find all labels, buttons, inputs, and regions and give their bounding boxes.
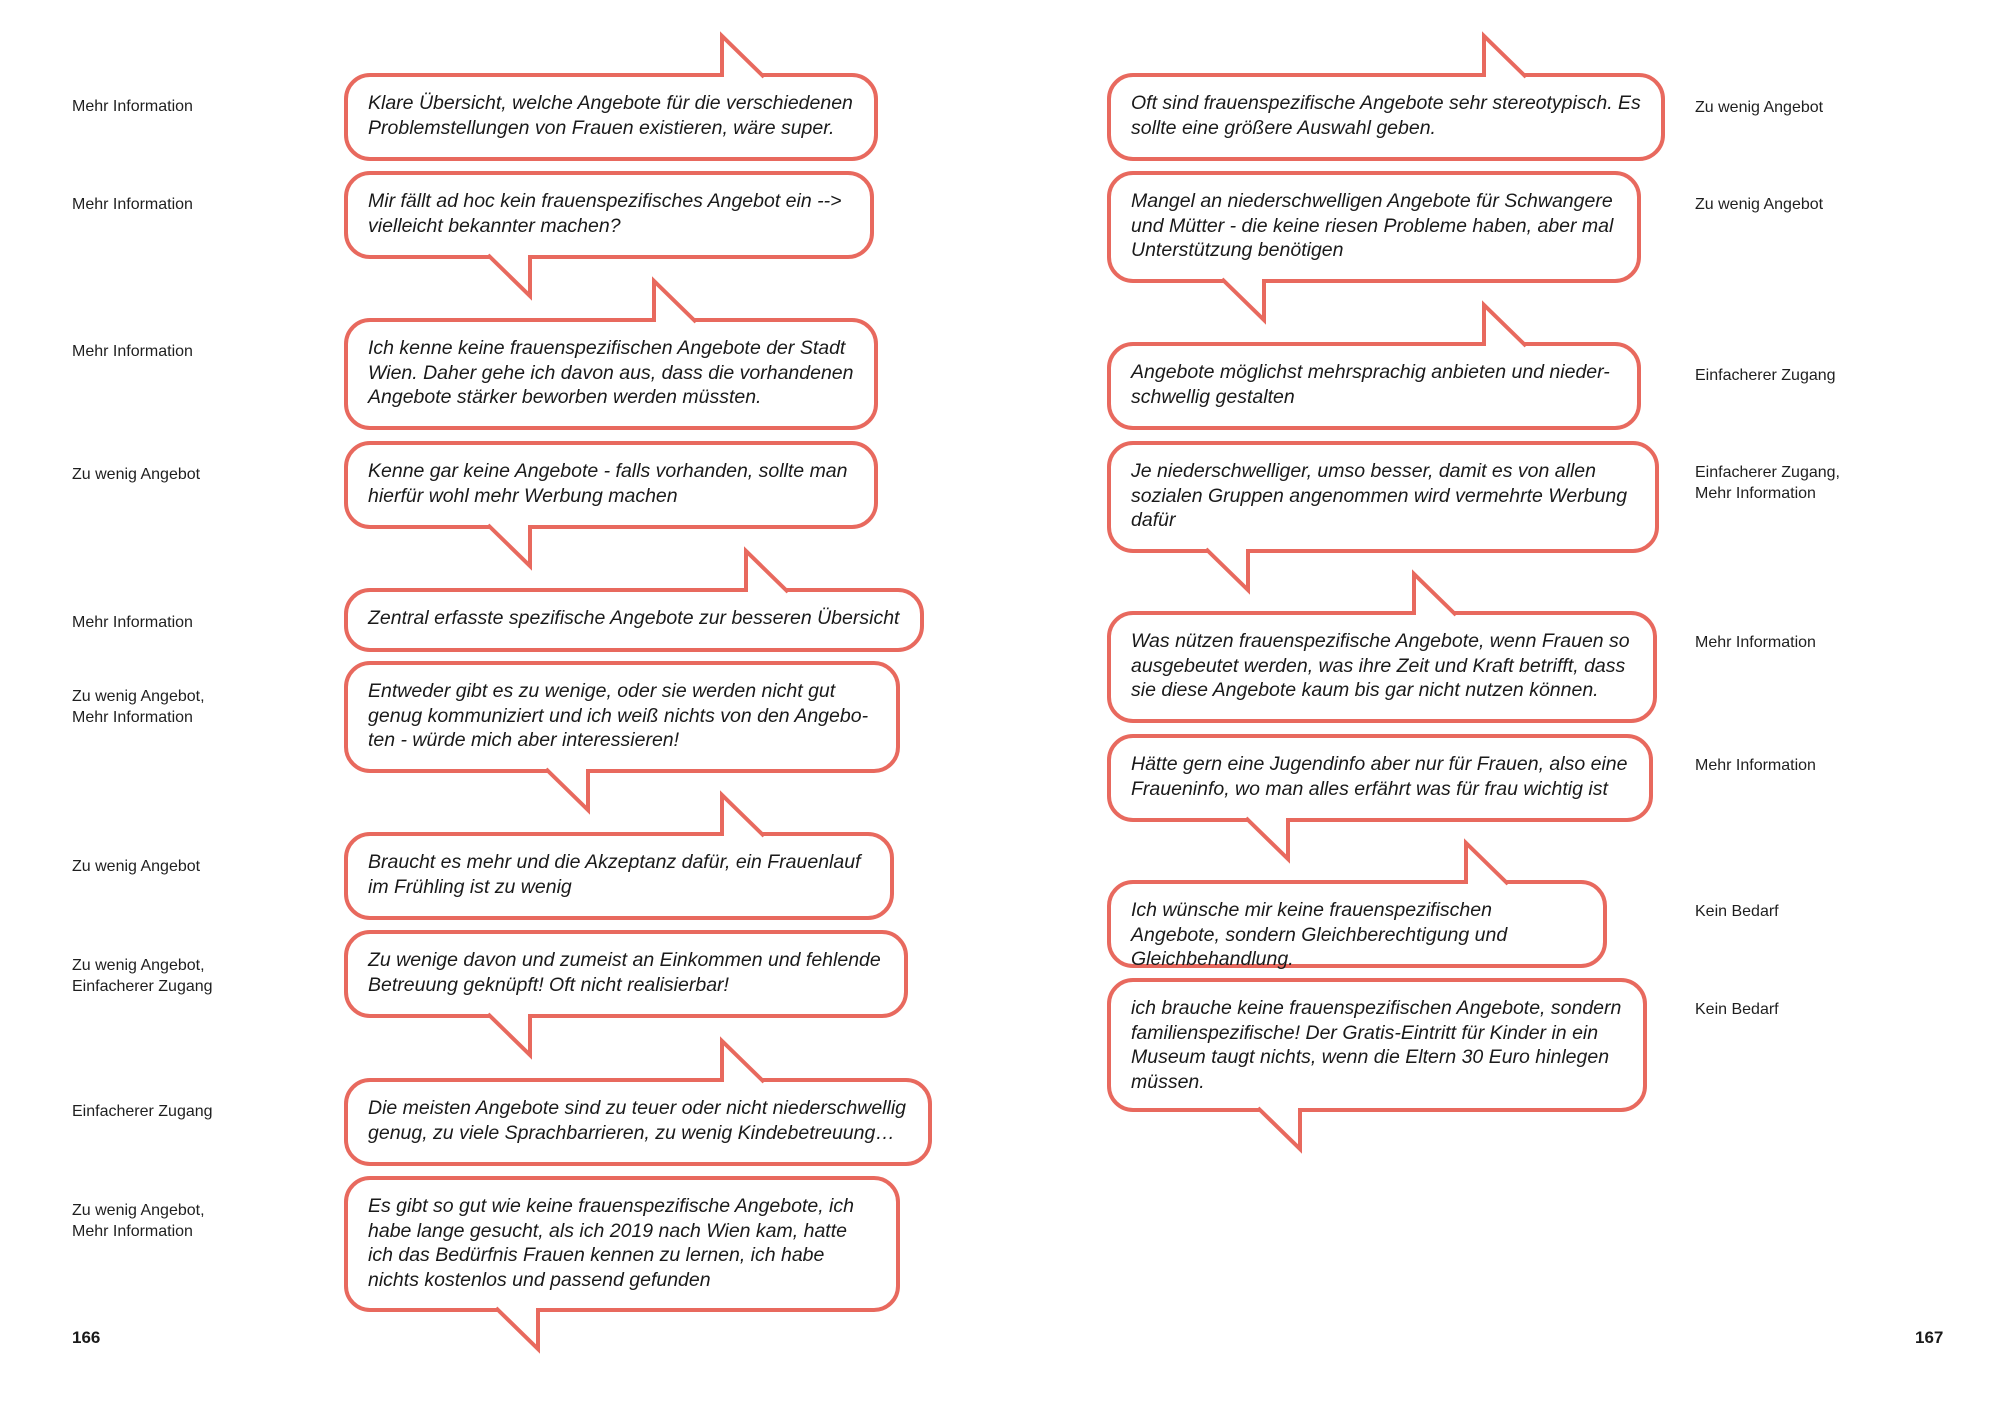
category-tag: Mehr Information — [1695, 757, 1816, 774]
speech-bubble — [344, 441, 878, 529]
speech-bubble — [344, 1176, 900, 1312]
bubble-text: Angebote möglichst mehrsprachig anbieten und nieder-schwellig gestalten — [1131, 361, 1610, 408]
bubble-tail-down — [1222, 279, 1264, 320]
category-tag: Zu wenig Angebot — [1695, 196, 1824, 213]
category-tag: Zu wenig Angebot — [72, 466, 201, 483]
bubble-tail-up — [1466, 843, 1508, 884]
speech-bubble — [344, 661, 900, 773]
bubble-tail-down — [496, 1308, 538, 1349]
bubble-tail-down — [546, 769, 588, 810]
bubble-tail-down — [488, 1014, 530, 1055]
category-tag: Zu wenig Angebot, Mehr Information — [72, 1202, 205, 1240]
category-tag: Zu wenig Angebot — [72, 858, 201, 875]
speech-bubble — [344, 73, 878, 161]
bubble-text: Ich kenne keine frauenspezifischen Angebote der Stadt Wien. Daher gehe ich davon aus, dass die vorhandenen Angebote stärker beworben werden müssten. — [368, 337, 854, 408]
speech-bubble — [344, 588, 924, 652]
bubble-text: Mangel an niederschwelligen Angebote für Schwangere und Mütter - die keine riesen Probleme haben, aber mal Unterstützung benötigen — [1131, 190, 1614, 261]
speech-bubble — [1107, 734, 1653, 822]
bubble-tail-up — [1484, 36, 1526, 77]
category-tag: Einfacherer Zugang — [1695, 367, 1836, 384]
bubble-tail-up — [722, 36, 764, 77]
bubble-text: Es gibt so gut wie keine frauenspezifische Angebote, ich habe lange gesucht, als ich 2019 nach Wien kam, hatte ich das Bedürfnis Frauen kennen zu lernen, ich habe nichts kostenlos und passend gefunden — [368, 1195, 854, 1291]
speech-bubble — [344, 171, 874, 259]
bubble-text: Hätte gern eine Jugendinfo aber nur für Frauen, also eine Fraueninfo, wo man alles erfährt was für frau wichtig ist — [1131, 753, 1628, 800]
speech-bubble — [1107, 171, 1641, 283]
category-tag: Einfacherer Zugang — [72, 1103, 213, 1120]
bubble-tail-down — [1206, 549, 1248, 590]
bubble-tail-down — [488, 255, 530, 296]
page-number: 167 — [1915, 1328, 1944, 1347]
bubble-tail-down — [1246, 818, 1288, 859]
bubble-text: Zentral erfasste spezifische Angebote zur besseren Übersicht — [368, 607, 900, 629]
bubble-text: Ich wünsche mir keine frauenspezifischen Angebote, sondern Gleichberechtigung und Gleichbehandlung. — [1131, 899, 1508, 970]
bubble-text: Kenne gar keine Angebote - falls vorhanden, sollte man hierfür wohl mehr Werbung machen — [368, 460, 848, 507]
category-tag: Mehr Information — [72, 343, 193, 360]
bubble-text: Zu wenige davon und zumeist an Einkommen und fehlende Betreuung geknüpft! Oft nicht realisierbar! — [368, 949, 881, 996]
page-number: 166 — [72, 1328, 101, 1347]
bubble-tail-up — [722, 795, 764, 836]
bubble-tail-up — [746, 551, 788, 592]
bubble-text: Mir fällt ad hoc kein frauenspezifisches Angebot ein --> vielleicht bekannter machen? — [368, 190, 842, 237]
speech-bubble — [344, 930, 908, 1018]
bubble-text: Entweder gibt es zu wenige, oder sie werden nicht gut genug kommuniziert und ich weiß nichts von den Angebo-ten - würde mich aber interessieren! — [368, 680, 869, 751]
category-tag: Zu wenig Angebot, Mehr Information — [72, 688, 205, 726]
speech-bubble — [1107, 342, 1641, 430]
speech-bubble — [1107, 880, 1607, 968]
category-tag: Einfacherer Zugang, Mehr Information — [1695, 464, 1840, 502]
bubble-tail-up — [1414, 574, 1456, 615]
speech-bubble — [344, 1078, 932, 1166]
bubble-text: Klare Übersicht, welche Angebote für die verschiedenen Problemstellungen von Frauen existieren, wäre super. — [368, 92, 853, 139]
bubble-text: Braucht es mehr und die Akzeptanz dafür, ein Frauenlauf im Frühling ist zu wenig — [368, 851, 861, 898]
bubble-tail-down — [1258, 1108, 1300, 1149]
speech-bubble — [1107, 611, 1657, 723]
bubble-text: Die meisten Angebote sind zu teuer oder nicht niederschwellig genug, zu viele Sprachbarrieren, zu wenig Kindebetreuung… — [368, 1097, 907, 1144]
bubble-tail-up — [722, 1041, 764, 1082]
category-tag: Mehr Information — [1695, 634, 1816, 651]
category-tag: Zu wenig Angebot, Einfacherer Zugang — [72, 957, 213, 995]
speech-bubble — [1107, 441, 1659, 553]
speech-bubble — [344, 832, 894, 920]
speech-bubble — [1107, 73, 1665, 161]
category-tag: Kein Bedarf — [1695, 1001, 1779, 1018]
category-tag: Zu wenig Angebot — [1695, 99, 1824, 116]
bubble-text: Oft sind frauenspezifische Angebote sehr stereotypisch. Es sollte eine größere Auswahl geben. — [1131, 92, 1641, 139]
category-tag: Mehr Information — [72, 196, 193, 213]
bubble-tail-up — [1484, 305, 1526, 346]
category-tag: Mehr Information — [72, 98, 193, 115]
category-tag: Kein Bedarf — [1695, 903, 1779, 920]
category-tag: Mehr Information — [72, 614, 193, 631]
bubble-text: Je niederschwelliger, umso besser, damit es von allen sozialen Gruppen angenommen wird vermehrte Werbung dafür — [1131, 460, 1628, 531]
speech-bubble — [1107, 978, 1647, 1112]
bubble-tail-up — [654, 281, 696, 322]
bubble-text: ich brauche keine frauenspezifischen Angebote, sondern familienspezifische! Der Gratis-Eintritt für Kinder in ein Museum taugt nichts, wenn die Eltern 30 Euro hinlegen müssen. — [1131, 997, 1622, 1093]
bubble-tail-down — [488, 525, 530, 566]
speech-bubble — [344, 318, 878, 430]
bubble-text: Was nützen frauenspezifische Angebote, wenn Frauen so ausgebeutet werden, was ihre Zeit und Kraft betrifft, dass sie diese Angebote kaum bis gar nicht nutzen können. — [1131, 630, 1630, 701]
